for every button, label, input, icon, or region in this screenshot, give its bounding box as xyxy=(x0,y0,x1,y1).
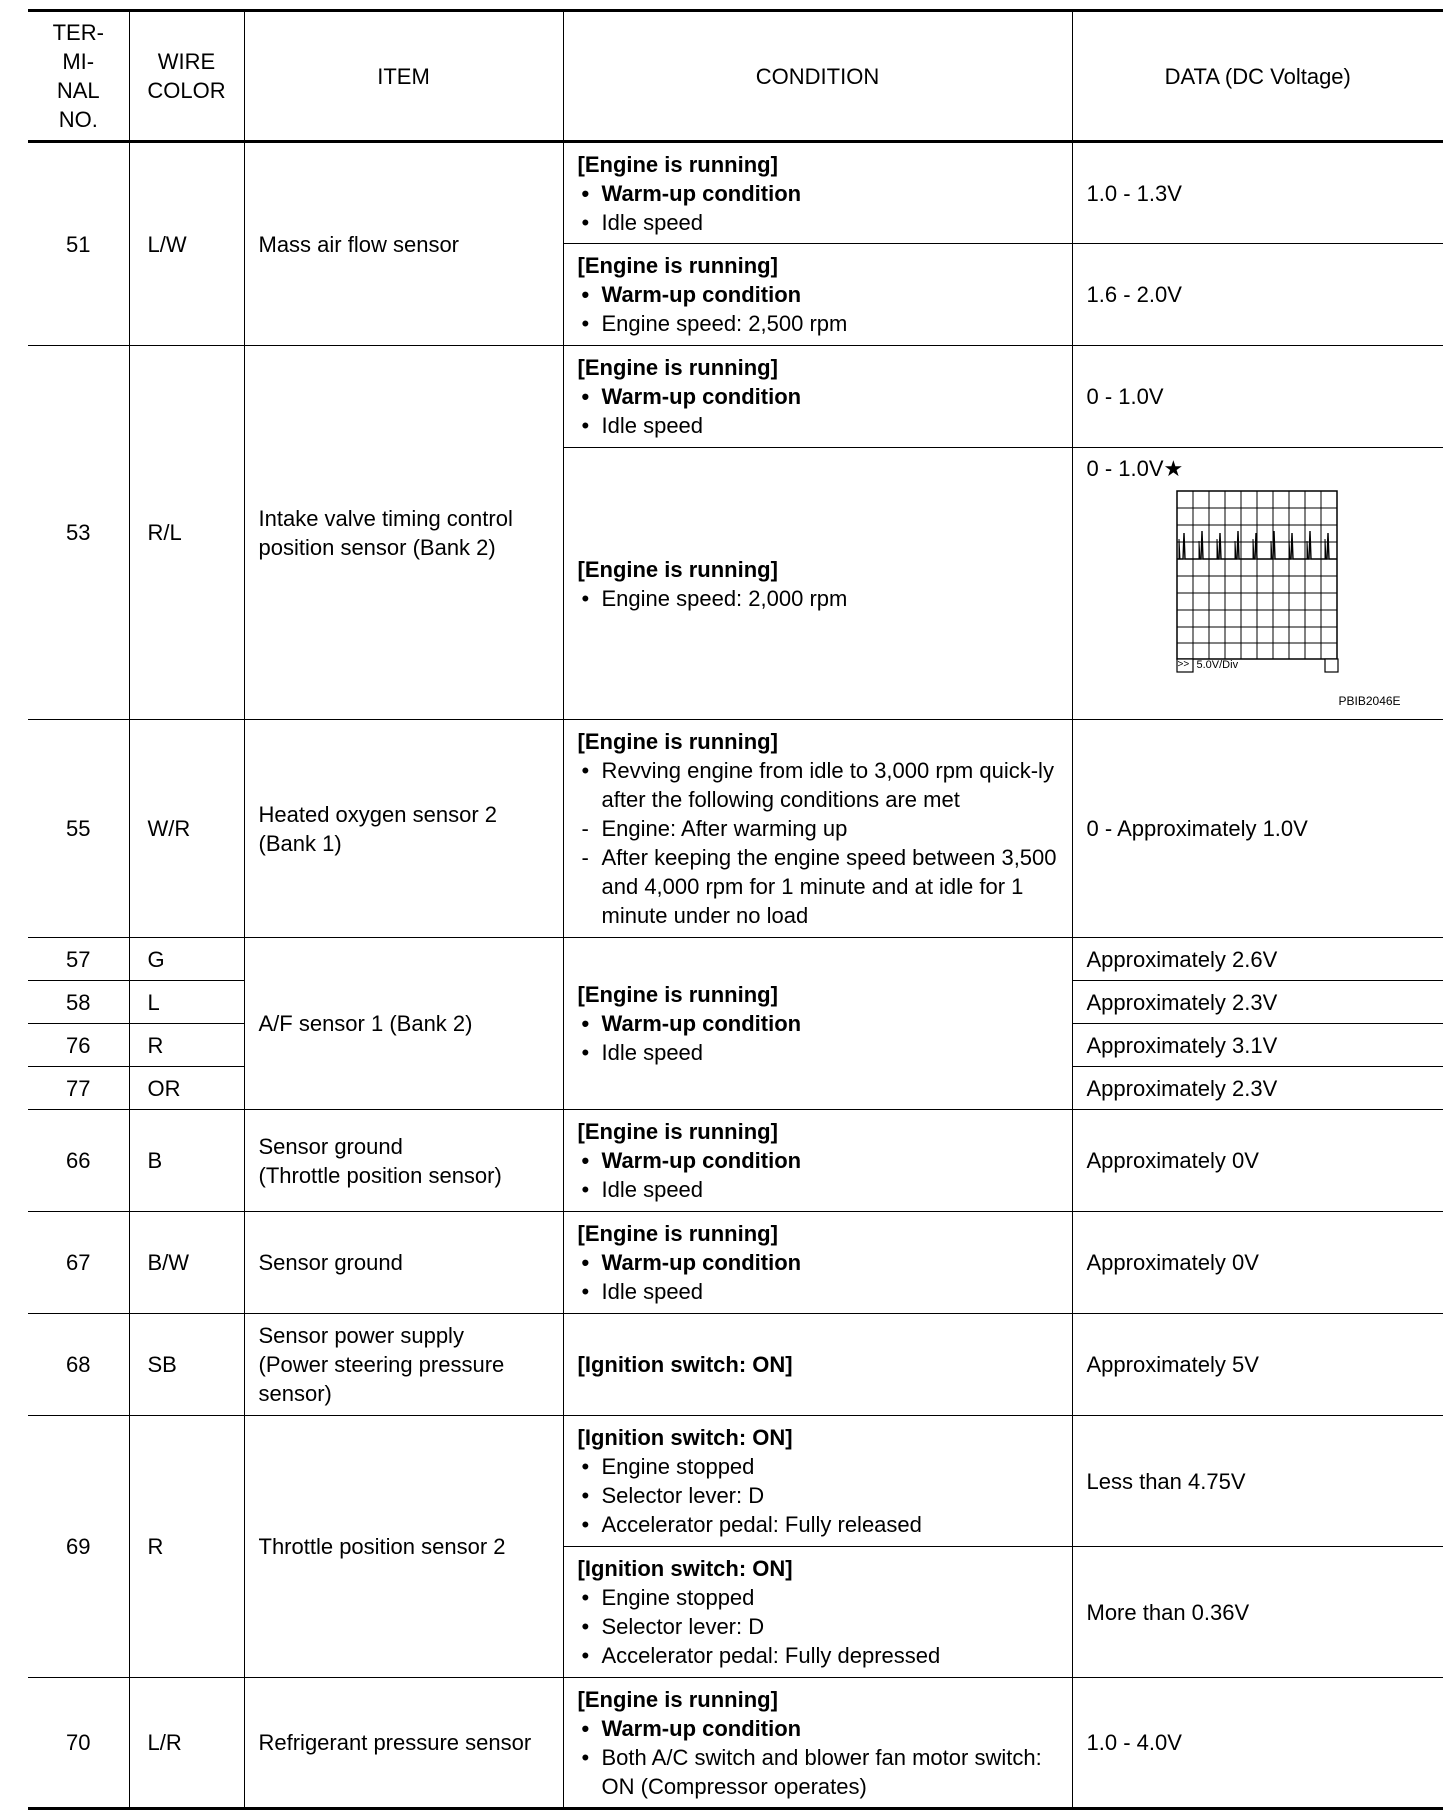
condition xyxy=(563,1110,1072,1212)
item-line: (Throttle position sensor) xyxy=(258,1162,502,1188)
condition-subitem: - After keeping the engine speed between 3,500 and 4,000 rpm for 1 minute and at idle for 1 minute under no load xyxy=(578,843,1066,930)
wire-color: W/R xyxy=(129,720,244,938)
terminal-no: 66 xyxy=(28,1110,129,1212)
image-code: PBIB2046E xyxy=(1338,694,1401,708)
condition-bullet: • Both A/C switch and blower fan motor switch: ON (Compressor operates) xyxy=(578,1743,1066,1801)
condition-bullet: • Engine stopped xyxy=(578,1452,1066,1481)
condition-heading: [Engine is running] xyxy=(577,1221,778,1246)
wire-color: B xyxy=(129,1110,244,1212)
condition-subitem: - Engine: After warming up xyxy=(578,814,1066,843)
condition-bullet: • Accelerator pedal: Fully released xyxy=(578,1510,1066,1539)
table-row xyxy=(28,142,1443,244)
condition-bullet: • Warm-up condition xyxy=(578,179,1066,208)
item-name: A/F sensor 1 (Bank 2) xyxy=(244,938,563,1110)
wire-color: OR xyxy=(129,1067,244,1110)
condition xyxy=(563,938,1072,1110)
data-value: Approximately 0V xyxy=(1072,1110,1443,1212)
condition-heading: [Engine is running] xyxy=(577,556,778,582)
terminal-no: 55 xyxy=(28,720,129,938)
item-line: (Power steering pressure xyxy=(258,1352,505,1377)
wire-color: R xyxy=(129,1416,244,1678)
table-row xyxy=(28,720,1443,938)
data-value: Approximately 5V xyxy=(1072,1314,1443,1416)
data-value: Approximately 3.1V xyxy=(1072,1024,1443,1067)
header-data: DATA (DC Voltage) xyxy=(1072,11,1443,142)
condition-bullet: • Warm-up condition xyxy=(578,1248,1066,1277)
condition-bullet: • Warm-up condition xyxy=(578,1714,1066,1743)
terminal-no: 76 xyxy=(28,1024,129,1067)
condition xyxy=(563,720,1072,938)
item-line: Intake valve timing control xyxy=(258,505,513,531)
condition-bullet: • Warm-up condition xyxy=(578,280,1066,309)
condition-bullet: • Warm-up condition xyxy=(578,382,1066,411)
data-value: 0 - 1.0V xyxy=(1086,456,1164,481)
condition-heading: [Engine is running] xyxy=(577,253,778,278)
terminal-no: 77 xyxy=(28,1067,129,1110)
condition-bullet: • Idle speed xyxy=(578,1038,1066,1067)
terminal-no: 51 xyxy=(28,142,129,346)
item-name xyxy=(244,720,563,938)
terminal-no: 53 xyxy=(28,346,129,720)
condition-bullet: • Revving engine from idle to 3,000 rpm quick-ly after the following conditions are met xyxy=(578,756,1066,814)
item-line: (Bank 1) xyxy=(258,830,342,856)
data-value: Approximately 0V xyxy=(1072,1212,1443,1314)
table-row xyxy=(28,1416,1443,1547)
condition-bullet: • Idle speed xyxy=(578,1277,1066,1306)
oscilloscope-waveform xyxy=(1087,483,1401,708)
condition-heading: [Engine is running] xyxy=(577,1686,778,1712)
item-name xyxy=(244,1314,563,1416)
condition-heading: [Ignition switch: ON] xyxy=(577,1425,793,1450)
condition-heading: [Engine is running] xyxy=(577,355,778,380)
terminal-no: 58 xyxy=(28,981,129,1024)
table-row xyxy=(28,1212,1443,1314)
condition-bullet: • Engine speed: 2,000 rpm xyxy=(578,584,1066,613)
condition xyxy=(563,1678,1072,1809)
wire-color: R/L xyxy=(129,346,244,720)
terminal-no: 57 xyxy=(28,938,129,981)
condition-bullet: • Accelerator pedal: Fully depressed xyxy=(578,1641,1066,1670)
scope-marker: >> xyxy=(1177,659,1190,670)
data-value: 0 - Approximately 1.0V xyxy=(1072,720,1443,938)
data-value: Approximately 2.3V xyxy=(1072,1067,1443,1110)
data-value: 1.0 - 1.3V xyxy=(1072,142,1443,244)
item-name xyxy=(244,346,563,720)
condition-bullet: • Idle speed xyxy=(578,208,1066,237)
terminal-no: 67 xyxy=(28,1212,129,1314)
condition-bullet: • Idle speed xyxy=(578,1175,1066,1204)
condition-bullet: • Engine stopped xyxy=(578,1583,1066,1612)
wire-color: SB xyxy=(129,1314,244,1416)
wire-color: L/R xyxy=(129,1678,244,1809)
table-row xyxy=(28,938,1443,981)
table-row xyxy=(28,1314,1443,1416)
ecm-terminal-table xyxy=(28,9,1443,1810)
condition xyxy=(563,1416,1072,1547)
condition-bullet: • Selector lever: D xyxy=(578,1612,1066,1641)
header-item: ITEM xyxy=(244,11,563,142)
item-line: position sensor (Bank 2) xyxy=(258,534,496,560)
condition-bullet: • Warm-up condition xyxy=(578,1146,1066,1175)
header-condition: CONDITION xyxy=(563,11,1072,142)
condition xyxy=(563,1547,1072,1678)
terminal-no: 70 xyxy=(28,1678,129,1809)
item-line: Heated oxygen sensor 2 xyxy=(258,801,497,827)
condition xyxy=(563,346,1072,448)
data-value: Approximately 2.3V xyxy=(1072,981,1443,1024)
wire-color: G xyxy=(129,938,244,981)
header-wire-color: WIRE COLOR xyxy=(129,11,244,142)
condition xyxy=(563,244,1072,346)
item-name xyxy=(244,1110,563,1212)
table-row xyxy=(28,1110,1443,1212)
oscilloscope-graphic xyxy=(1087,483,1387,708)
condition xyxy=(563,448,1072,720)
data-value: Approximately 2.6V xyxy=(1072,938,1443,981)
condition-heading: [Ignition switch: ON] xyxy=(577,1352,793,1377)
condition-heading: [Engine is running] xyxy=(577,1119,778,1144)
item-name: Refrigerant pressure sensor xyxy=(244,1678,563,1809)
data-value: 1.0 - 4.0V xyxy=(1072,1678,1443,1809)
item-line: sensor) xyxy=(258,1381,332,1406)
table-row xyxy=(28,346,1443,448)
header-row xyxy=(28,11,1443,142)
item-name: Mass air flow sensor xyxy=(244,142,563,346)
terminal-no: 69 xyxy=(28,1416,129,1678)
condition xyxy=(563,1314,1072,1416)
item-line: Sensor power supply xyxy=(258,1323,464,1348)
star-icon: ★ xyxy=(1163,456,1184,481)
data-value: Less than 4.75V xyxy=(1072,1416,1443,1547)
condition xyxy=(563,142,1072,244)
header-terminal-no: TER- MI- NAL NO. xyxy=(28,11,129,142)
item-name: Throttle position sensor 2 xyxy=(244,1416,563,1678)
condition-bullet: • Idle speed xyxy=(578,411,1066,440)
wire-color: L xyxy=(129,981,244,1024)
wire-color: B/W xyxy=(129,1212,244,1314)
data-value: 0 - 1.0V xyxy=(1072,346,1443,448)
condition-heading: [Engine is running] xyxy=(577,729,778,754)
condition-bullet: • Selector lever: D xyxy=(578,1481,1066,1510)
data-value: 1.6 - 2.0V xyxy=(1072,244,1443,346)
condition-bullet: • Engine speed: 2,500 rpm xyxy=(578,309,1066,338)
data-value: More than 0.36V xyxy=(1072,1547,1443,1678)
data-value-with-waveform xyxy=(1072,448,1443,720)
condition-bullet: • Warm-up condition xyxy=(578,1009,1066,1038)
wire-color: L/W xyxy=(129,142,244,346)
table-row xyxy=(28,1678,1443,1809)
item-line: Sensor ground xyxy=(258,1133,403,1159)
condition-heading: [Engine is running] xyxy=(577,151,778,177)
condition xyxy=(563,1212,1072,1314)
condition-heading: [Ignition switch: ON] xyxy=(577,1556,793,1581)
terminal-no: 68 xyxy=(28,1314,129,1416)
condition-heading: [Engine is running] xyxy=(577,982,778,1007)
item-name: Sensor ground xyxy=(244,1212,563,1314)
wire-color: R xyxy=(129,1024,244,1067)
scope-scale-label: 5.0V/Div xyxy=(1196,659,1239,671)
